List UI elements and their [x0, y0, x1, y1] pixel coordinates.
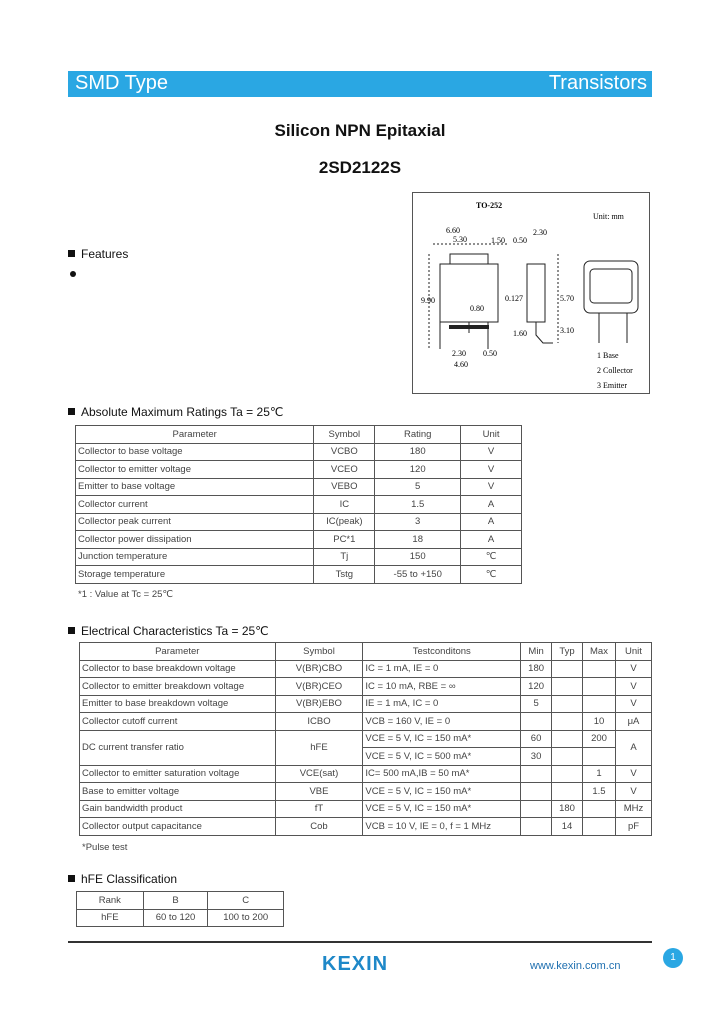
table-row	[80, 660, 652, 678]
table-cell: A	[461, 513, 522, 531]
column-header: Rating	[375, 426, 461, 444]
table-cell: A	[615, 730, 651, 765]
table-cell: Tstg	[314, 566, 375, 584]
table-cell: IC = 10 mA, RBE = ∞	[363, 678, 521, 696]
pin-label: 1 Base	[597, 351, 619, 360]
table-cell: 60	[521, 730, 552, 748]
table-cell: VCE = 5 V, IC = 500 mA*	[363, 748, 521, 766]
table-cell	[552, 730, 583, 748]
header-right: Transistors	[548, 72, 647, 94]
table-cell: V	[615, 678, 651, 696]
table-cell: -55 to +150	[375, 566, 461, 584]
table-cell: μA	[615, 713, 651, 731]
table-cell: Rank	[77, 892, 144, 910]
table-cell: ℃	[461, 566, 522, 584]
table-cell	[552, 783, 583, 801]
bullet-square-icon	[68, 408, 75, 415]
dim-label: 1.60	[513, 329, 527, 338]
column-header: Max	[583, 643, 616, 661]
dim-label: 2.30	[533, 228, 547, 237]
table-cell: C	[208, 892, 284, 910]
table-cell	[583, 660, 616, 678]
column-header: Parameter	[76, 426, 314, 444]
table-cell	[552, 678, 583, 696]
table-cell: Collector to emitter saturation voltage	[80, 765, 276, 783]
table-cell: V	[461, 461, 522, 479]
table-cell: V	[461, 443, 522, 461]
table-cell: VBE	[275, 783, 363, 801]
table-row	[80, 800, 652, 818]
table-cell: V(BR)CEO	[275, 678, 363, 696]
table-cell: V	[615, 695, 651, 713]
table-row	[80, 783, 652, 801]
column-header: Min	[521, 643, 552, 661]
hfe-table-wrap	[76, 891, 284, 927]
front-body	[440, 264, 498, 322]
kexin-logo: KEXIN	[322, 953, 389, 975]
table-cell: Collector to base voltage	[76, 443, 314, 461]
table-cell	[521, 783, 552, 801]
dim-label: 3.10	[560, 326, 574, 335]
package-unit: Unit: mm	[593, 212, 624, 221]
table-cell: 180	[521, 660, 552, 678]
bullet-dot-icon	[70, 271, 76, 277]
table-cell: pF	[615, 818, 651, 836]
table-row	[80, 678, 652, 696]
table-cell	[521, 800, 552, 818]
table-cell: 10	[583, 713, 616, 731]
header-bar	[68, 71, 652, 97]
elec-table-wrap	[79, 642, 652, 836]
table-header-row	[76, 426, 522, 444]
abs-max-heading-text: Absolute Maximum Ratings Ta = 25℃	[81, 405, 284, 419]
table-cell: V	[615, 765, 651, 783]
table-cell: V	[615, 783, 651, 801]
table-cell: IC(peak)	[314, 513, 375, 531]
table-cell: V	[461, 478, 522, 496]
table-cell: 5	[521, 695, 552, 713]
table-cell: B	[143, 892, 208, 910]
table-cell: 30	[521, 748, 552, 766]
table-cell	[583, 748, 616, 766]
hfe-heading	[68, 872, 177, 886]
bullet-square-icon	[68, 875, 75, 882]
column-header: Testconditons	[363, 643, 521, 661]
table-row	[76, 461, 522, 479]
front-tab	[450, 254, 488, 264]
column-header: Unit	[615, 643, 651, 661]
table-cell: VCB = 10 V, IE = 0, f = 1 MHz	[363, 818, 521, 836]
table-cell: 1	[583, 765, 616, 783]
table-cell: VCE(sat)	[275, 765, 363, 783]
table-cell: 120	[521, 678, 552, 696]
table-cell: V(BR)EBO	[275, 695, 363, 713]
column-header: Parameter	[80, 643, 276, 661]
table-cell: IC= 500 mA,IB = 50 mA*	[363, 765, 521, 783]
table-cell	[583, 695, 616, 713]
package-name: TO-252	[476, 201, 503, 210]
table-cell: PC*1	[314, 531, 375, 549]
table-cell: VCBO	[314, 443, 375, 461]
elec-heading-text: Electrical Characteristics Ta = 25℃	[81, 624, 269, 638]
dim-label: 0.127	[505, 294, 523, 303]
table-cell: IC	[314, 496, 375, 514]
abs-max-table	[75, 425, 522, 584]
package-drawing	[412, 192, 650, 394]
table-cell: A	[461, 496, 522, 514]
table-cell: VCE = 5 V, IC = 150 mA*	[363, 800, 521, 818]
table-cell: 14	[552, 818, 583, 836]
dim-label: 0.50	[483, 349, 497, 358]
table-cell: VCE = 5 V, IC = 150 mA*	[363, 783, 521, 801]
dim-label: 4.60	[454, 360, 468, 369]
dim-label: 0.80	[470, 304, 484, 313]
elec-heading	[68, 624, 269, 638]
table-cell: Collector to emitter voltage	[76, 461, 314, 479]
hfe-heading-text: hFE Classification	[81, 872, 178, 886]
table-row	[76, 478, 522, 496]
table-cell	[552, 713, 583, 731]
table-cell: IE = 1 mA, IC = 0	[363, 695, 521, 713]
column-header: Unit	[461, 426, 522, 444]
table-cell: Tj	[314, 548, 375, 566]
footer-url[interactable]: www.kexin.com.cn	[530, 960, 621, 972]
table-cell: 120	[375, 461, 461, 479]
table-row	[76, 496, 522, 514]
lead-frame-mark	[449, 325, 489, 329]
table-cell	[521, 818, 552, 836]
dim-label: 9.90	[421, 296, 435, 305]
table-cell: Base to emitter voltage	[80, 783, 276, 801]
dim-label: 2.30	[452, 349, 466, 358]
table-cell: Gain bandwidth product	[80, 800, 276, 818]
table-cell: 1.5	[583, 783, 616, 801]
table-cell: A	[461, 531, 522, 549]
table-cell: VCE = 5 V, IC = 150 mA*	[363, 730, 521, 748]
page-number: 1	[663, 948, 683, 968]
table-cell: DC current transfer ratio	[80, 730, 276, 765]
table-cell: Storage temperature	[76, 566, 314, 584]
table-cell: Emitter to base breakdown voltage	[80, 695, 276, 713]
table-cell: Emitter to base voltage	[76, 478, 314, 496]
table-cell: VCB = 160 V, IE = 0	[363, 713, 521, 731]
table-cell: V	[615, 660, 651, 678]
pin-label: 3 Emitter	[597, 381, 627, 390]
table-cell: 180	[375, 443, 461, 461]
table-cell	[583, 818, 616, 836]
elec-note: *Pulse test	[82, 842, 128, 853]
dim-label: 5.70	[560, 294, 574, 303]
table-cell	[552, 695, 583, 713]
bullet-square-icon	[68, 627, 75, 634]
table-cell: ℃	[461, 548, 522, 566]
table-cell: VCEO	[314, 461, 375, 479]
table-cell: VEBO	[314, 478, 375, 496]
abs-max-table-wrap	[75, 425, 522, 584]
footer-divider	[68, 941, 652, 943]
table-row	[77, 892, 284, 910]
table-cell: 3	[375, 513, 461, 531]
table-cell	[583, 678, 616, 696]
table-cell	[552, 660, 583, 678]
abs-max-heading	[68, 405, 283, 419]
table-cell: MHz	[615, 800, 651, 818]
table-row	[76, 443, 522, 461]
table-cell: ICBO	[275, 713, 363, 731]
table-cell	[583, 800, 616, 818]
table-row	[80, 765, 652, 783]
table-cell: 200	[583, 730, 616, 748]
header-left: SMD Type	[75, 72, 168, 94]
abs-max-note: *1 : Value at Tc = 25℃	[78, 589, 174, 600]
table-cell: 60 to 120	[143, 909, 208, 927]
table-cell: Cob	[275, 818, 363, 836]
dim-label: 6.60	[446, 226, 460, 235]
table-cell: 180	[552, 800, 583, 818]
features-heading	[68, 247, 128, 261]
table-row	[80, 713, 652, 731]
right-pad	[590, 269, 632, 303]
bullet-square-icon	[68, 250, 75, 257]
table-row	[80, 695, 652, 713]
table-row	[77, 909, 284, 927]
table-cell: Collector to emitter breakdown voltage	[80, 678, 276, 696]
table-row	[76, 513, 522, 531]
page-title: Silicon NPN Epitaxial	[274, 121, 446, 140]
column-header: Symbol	[314, 426, 375, 444]
table-cell	[521, 713, 552, 731]
dim-label: 0.50	[513, 236, 527, 245]
table-cell: 18	[375, 531, 461, 549]
dim-label: 1.50	[491, 236, 505, 245]
table-row	[80, 730, 652, 748]
side-lead	[536, 322, 553, 343]
table-cell: Collector current	[76, 496, 314, 514]
table-cell: Junction temperature	[76, 548, 314, 566]
table-cell: Collector peak current	[76, 513, 314, 531]
table-cell: hFE	[77, 909, 144, 927]
table-cell: Collector output capacitance	[80, 818, 276, 836]
table-cell: V(BR)CBO	[275, 660, 363, 678]
table-cell: Collector cutoff current	[80, 713, 276, 731]
table-cell	[521, 765, 552, 783]
features-heading-text: Features	[81, 247, 129, 261]
table-cell: 1.5	[375, 496, 461, 514]
table-cell	[552, 765, 583, 783]
table-cell: hFE	[275, 730, 363, 765]
table-row	[76, 531, 522, 549]
table-cell: IC = 1 mA, IE = 0	[363, 660, 521, 678]
table-row	[80, 818, 652, 836]
table-cell: fT	[275, 800, 363, 818]
column-header: Symbol	[275, 643, 363, 661]
part-number: 2SD2122S	[318, 158, 402, 177]
table-header-row	[80, 643, 652, 661]
table-cell: Collector to base breakdown voltage	[80, 660, 276, 678]
table-cell	[552, 748, 583, 766]
table-cell: 100 to 200	[208, 909, 284, 927]
table-row	[76, 548, 522, 566]
elec-table	[79, 642, 652, 836]
table-cell: 5	[375, 478, 461, 496]
table-row	[76, 566, 522, 584]
side-body	[527, 264, 545, 322]
package-outline-svg	[413, 193, 649, 393]
dim-label: 5.30	[453, 235, 467, 244]
table-cell: 150	[375, 548, 461, 566]
column-header: Typ	[552, 643, 583, 661]
pin-label: 2 Collector	[597, 366, 633, 375]
hfe-table	[76, 891, 284, 927]
table-cell: Collector power dissipation	[76, 531, 314, 549]
